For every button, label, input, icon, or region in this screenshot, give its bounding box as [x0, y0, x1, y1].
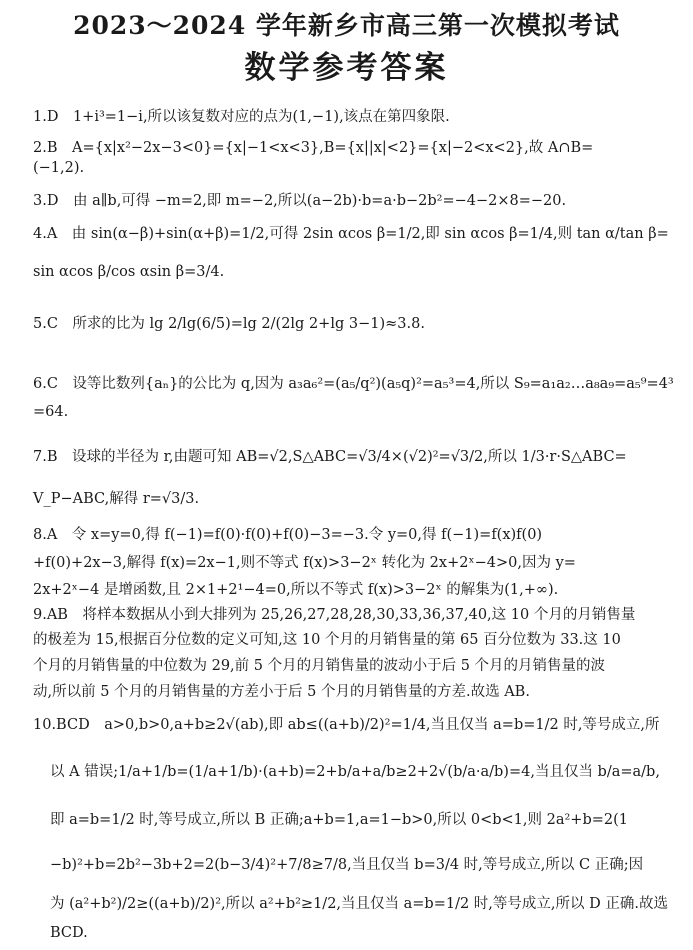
- answer-line: 3.D 由 a∥b,可得 −m=2,即 m=−2,所以(a−2b)·b=a·b−2b²=−4−2×8=−20.: [33, 193, 567, 209]
- answer-line: 个月的月销售量的中位数为 29,前 5 个月的月销售量的波动小于后 5 个月的月销售量的波: [33, 658, 606, 674]
- answer-line: 4.A 由 sin(α−β)+sin(α+β)=1/2,可得 2sin αcos β=1/2,即 sin αcos β=1/4,则 tan α/tan β=: [33, 226, 669, 242]
- answer-line: 2.B A={x|x²−2x−3<0}={x|−1<x<3},B={x||x|<2}={x|−2<x<2},故 A∩B=: [33, 140, 594, 156]
- answer-line: 动,所以前 5 个月的月销售量的方差小于后 5 个月的月销售量的方差.故选 AB.: [33, 684, 530, 700]
- answer-line: BCD.: [50, 925, 88, 941]
- answer-line: 10.BCD a>0,b>0,a+b≥2√(ab),即 ab≤((a+b)/2)²=1/4,当且仅当 a=b=1/2 时,等号成立,所: [33, 717, 660, 733]
- answer-line: 为 (a²+b²)/2≥((a+b)/2)²,所以 a²+b²≥1/2,当且仅当 a=b=1/2 时,等号成立,所以 D 正确.故选: [50, 896, 668, 912]
- answer-line: 以 A 错误;1/a+1/b=(1/a+1/b)·(a+b)=2+b/a+a/b≥2+2√(b/a·a/b)=4,当且仅当 b/a=a/b,: [50, 764, 660, 780]
- answer-line: −b)²+b=2b²−3b+2=2(b−3/4)²+7/8≥7/8,当且仅当 b=3/4 时,等号成立,所以 C 正确;因: [50, 857, 644, 873]
- answer-line: 的极差为 15,根据百分位数的定义可知,这 10 个月的月销售量的第 65 百分位数为 33.这 10: [33, 632, 621, 648]
- page-subtitle: 数学参考答案: [244, 50, 449, 86]
- answer-line: V_P−ABC,解得 r=√3/3.: [33, 491, 200, 507]
- answer-line: sin αcos β/cos αsin β=3/4.: [33, 264, 225, 280]
- answer-line: 9.AB 将样本数据从小到大排列为 25,26,27,28,28,30,33,36,37,40,这 10 个月的月销售量: [33, 607, 636, 623]
- answer-line: 即 a=b=1/2 时,等号成立,所以 B 正确;a+b=1,a=1−b>0,所以 0<b<1,则 2a²+b=2(1: [50, 812, 628, 828]
- answer-line: 5.C 所求的比为 lg 2/lg(6/5)=lg 2/(2lg 2+lg 3−1)≈3.8.: [33, 316, 425, 332]
- page-title: 2023～2024 学年新乡市高三第一次模拟考试: [73, 11, 620, 40]
- answer-line: 6.C 设等比数列{aₙ}的公比为 q,因为 a₃a₆²=(a₅/q²)(a₅q)²=a₅³=4,所以 S₉=a₁a₂…a₈a₉=a₅⁹=4³: [33, 376, 674, 392]
- answer-line: 2x+2ˣ−4 是增函数,且 2×1+2¹−4=0,所以不等式 f(x)>3−2ˣ 的解集为(1,+∞).: [33, 582, 559, 598]
- answer-line: 1.D 1+i³=1−i,所以该复数对应的点为(1,−1),该点在第四象限.: [33, 109, 450, 125]
- answer-line: 7.B 设球的半径为 r,由题可知 AB=√2,S△ABC=√3/4×(√2)²=√3/2,所以 1/3·r·S△ABC=: [33, 449, 627, 465]
- answer-line: +f(0)+2x−3,解得 f(x)=2x−1,则不等式 f(x)>3−2ˣ 转化为 2x+2ˣ−4>0,因为 y=: [33, 555, 576, 571]
- answer-line: (−1,2).: [33, 160, 85, 176]
- answer-line: 8.A 令 x=y=0,得 f(−1)=f(0)·f(0)+f(0)−3=−3.令 y=0,得 f(−1)=f(x)f(0): [33, 527, 543, 543]
- answer-line: =64.: [33, 404, 69, 420]
